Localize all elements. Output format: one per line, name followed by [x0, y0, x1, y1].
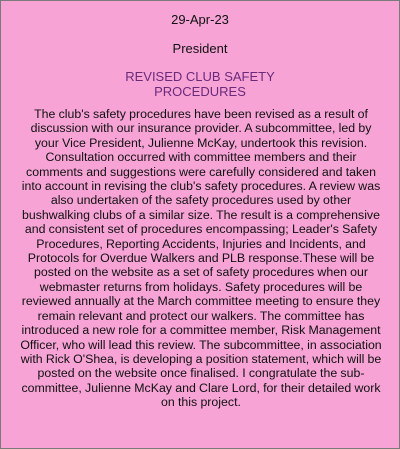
notice-title-line-2: PROCEDURES: [154, 84, 246, 99]
author-role: President: [172, 41, 228, 56]
notice-body: The club's safety procedures have been revised as a result of discussion with our insurance provider. A subcommittee, led by your Vice President, Julienne McKay, undertook this revision. Consultation occurred with committee members and their comments and suggestions were carefully considered and taken into account in revising the club's safety procedures. A review was also undertaken of the safety procedures used by other bushwalking clubs of a similar size. The result is a comprehensive and consistent set of procedures encompassing; Leader's Safety Procedures, Reporting Accidents, Injuries and Incidents, and Protocols for Overdue Walkers and PLB response.These will be posted on the website as a set of safety procedures when our webmaster returns from holidays. Safety procedures will be reviewed annually at the March committee meeting to ensure they remain relevant and protect our walkers. The committee has introduced a new role for a committee member, Risk Management Officer, who will lead this review. The subcommittee, in association with Rick O'Shea, is developing a position statement, which will be posted on the website once finalised. I congratulate the sub-committee, Julienne McKay and Clare Lord, for their detailed work on this project.: [20, 107, 382, 410]
notice-title: [1, 69, 399, 99]
notice-date: 29-Apr-23: [171, 12, 229, 27]
notice-title-line-1: REVISED CLUB SAFETY: [125, 69, 275, 84]
